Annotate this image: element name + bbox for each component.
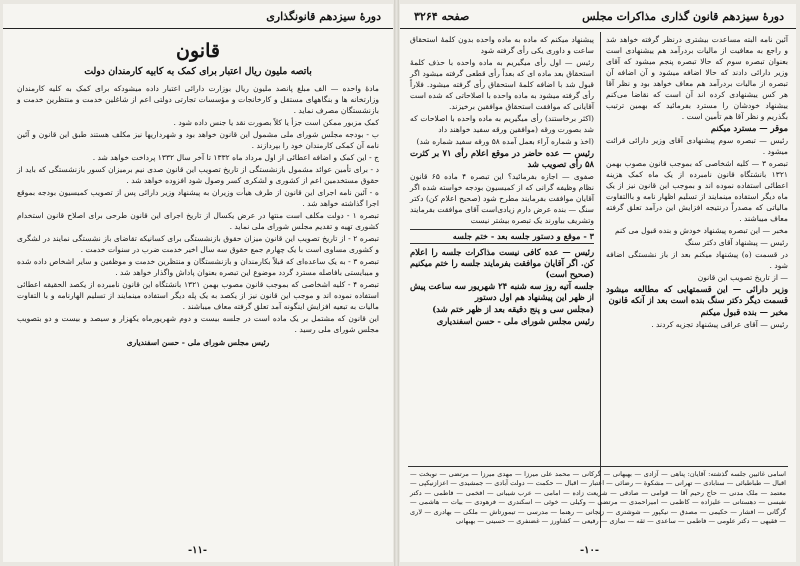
paragraph: جلسه آتیه روز سه شنبه ۲۴ شهریور سه ساعت پیش از ظهر این پیشنهاد هم اول دستور <box>410 281 594 302</box>
paragraph: رئیس — عده حاضر در موقع اعلام رأی ۷۱ بر کثرت ۵۸ رأی تصویب شد <box>410 148 594 169</box>
right-page-number: -۱۰- <box>580 545 600 556</box>
left-page <box>3 4 393 562</box>
law-title: قانون <box>176 40 220 62</box>
paragraph: رئیس مجلس شورای ملی - حسن اسفندیاری <box>436 316 594 326</box>
law-subtitle: باتصه ملیون ریال اعتبار برای کمک به کابیه کارمندان دولت <box>84 66 312 77</box>
paragraph: — از تاریخ تصویب این قانون <box>697 273 788 282</box>
paragraph: صفوی — اجازه بفرمائید؟ این تبصره ۴ ماده ۶۵ قانون نظام وظیفه گرانی که از کمیسیون بودجه خواسته شده اگر آقایان موافقت بفرمایند مطرح شود (صحیح اعلام کن) دکتر سنگ — بنده عرض دارم زیادی‌است آقای موافقت بفرمایند وتشریف بیاورند یک تبصره بیشتر نیست <box>410 172 594 225</box>
minutes-left-paragraphs <box>410 34 594 226</box>
session-closing <box>410 247 594 327</box>
right-header-page: صفحه ۳۲۶۴ <box>414 10 470 23</box>
left-header-session: دورهٔ سیزدهم قانونگذاری <box>266 10 381 23</box>
paragraph: تبصره ۱ - دولت مکلف است منتها در عرض یکسال از تاریخ اجرای این قانون طرحی برای اصلاح قانون استخدام کشوری تهیه و تقدیم مجلس شورای ملی نماید . <box>17 211 379 231</box>
paragraph: این قانون که مشتمل بر یک ماده است در جلسه بیست و دوم شهریورماه یکهزار و سیصد و بیست و دو بتصویب مجلس شورای ملی رسید . <box>17 314 379 334</box>
law-paragraphs <box>17 83 379 335</box>
minutes-right-paragraphs <box>606 34 788 330</box>
paragraph: تبصره ۳ - به یک ساعده‌ای که قبلاً بکارمندان و بازنشستگان و منتظرین خدمت و موظفین و سایر اشخاص داده شده و میبایستی بافاصله مسترد گردد موضوع این تبصره بعنوان پاداش واگذار خواهد شد . <box>17 257 379 277</box>
right-header-title: مذاکرات مجلس <box>582 10 656 23</box>
paragraph: (مجلس سی و پنج دقیقه بعد از ظهر ختم شد) <box>432 304 594 314</box>
minutes-column-left <box>410 34 594 328</box>
right-running-header <box>400 6 796 29</box>
paragraph: (اکثر برخاستند) رأی میگیریم به ماده واحده با اصلاحات که شد بصورت ورقه (موافقین ورقه سفید خواهند داد <box>410 114 594 134</box>
book-gutter <box>394 0 399 566</box>
agenda-heading: ۳ - موقع و دستور جلسه بعد - ختم جلسه <box>410 229 594 244</box>
paragraph: تبصره ۲ - از تاریخ تصویب این قانون میزان حقوق بازنشستگی برای کسانیکه تقاضای باز نشستگی نمایند در لشگری و کشوری مساوی است با یک چهارم جمع حقوق سه سال اخیر خدمت ضرب در سنوات خدمت . <box>17 234 379 254</box>
paragraph: موقر — مسترد میکنم <box>710 123 788 133</box>
paragraph: آئین نامه البته مساعدت بیشتری درنظر گرفته خواهد شد و راجع به معافیت از مالیات بردرآمد هم ییشنهادی است بعنوان تبصره سوم که حالا تبصره پنجم میشود که آقای وزیر دارائی دادند که حالا اضافه میشود و آن اضافه آن تبصره از مالیات بردرآمد هم معاف خواهد بود و نظر آقا هر کس ییشنهادی کرده اند آن است که نقاضا می‌کنم ییشنهاد خودشان را مسترد بفرمائید که بهمین ترتیب بگذریم و نظر آقا هم تأمین است . <box>606 35 788 121</box>
right-header-session: دورهٔ سیزدهم قانون گذاری <box>661 10 784 23</box>
paragraph: رئیس — پیشنهاد آقای دکتر سنگ <box>684 238 788 247</box>
paragraph: د - برای تأمین عوائد مشمول بازنشستگی از تاریخ تصویب این قانون صدی نیم برمیزان کسور بازنشستگی که باید از حقوق مستخدمین اعم از کشوری و لشکری کسر وصول شود افزوده خواهد شد . <box>17 165 379 185</box>
absentee-footnote: اسامی غائبین جلسه گذشته: آقایان: پناهی — آزادی — بهبهانی — گرکانی — محمد علی میرزا — مهدی میرزا — مرتضی — نوبخت — اقبال — طباطبائی — سنابادی — تهرانی — مشکوة — رضائی — اعتبار — اقبال — حکمت — دولت آبادی — جمشیدی — اعزاز‌نیکپی — معتمد — ملک مدنی — حاج رحیم آقا — قوامی — صادقی — شریعت زاده — امامی — عرب شیبانی — افخمی — فاطمی — دکتر نفیسی — دهستانی — علیزاده — کاظمی — امیراحمدی — مرتضی — وکیلی — خوئی — اسکندری — فرهودی — بیات — هاشمی — گرگانی — افشار — حکیمی — مصدق — نیکپور — شوشتری — زنجانی — رهنما — مدرسی — تیمورتاش — ملکی — بهادری — لاری — فقیهی — دکتر علومی — فاطمی — ساعدی — ثقه — نمازی — رفیعی — کشاورز — غضنفری — حسینی — بهبهانی <box>410 470 786 526</box>
left-page-number: -۱۱- <box>188 545 208 556</box>
paragraph: رئیس — آقای عراقی پیشنهاد تجزیه کردند . <box>651 320 788 329</box>
paragraph: وزیر دارائی — این قسمتهایی که مطالعه میشود قسمت دیگر دکتر سنگ بنده است بعد از آنکه قانون <box>606 284 788 305</box>
paragraph: ب - بودجه مجلس شورای ملی مشمول این قانون خواهد بود و شهرداریها نیز مکلف هستند طبق این قانون و آئین نامه آن کمکی کارمندان خود را بپردازند . <box>17 130 379 150</box>
paragraph: رئیس — تبصره سوم پیشنهادی آقای وزیر دارائی قرائت میشود . <box>606 136 788 156</box>
footnote-rule <box>408 466 788 467</box>
paragraph: (اخذ و شماره آراء بعمل آمده ۵۸ ورقه سفید شماره شد) <box>416 137 594 146</box>
paragraph: تبصره ۳ — کلیه اشخاصی که بموجب قانون مصوب بهمن ۱۳۲۱ بانشتگاه قانون نامبرده از یک ماه کمک هزینه اعطائی استفاده نموده اند و بموجب این قانون نیز از یک ماه دیگر استفاده مینمایند از تسلیم اظهار نامه و باالتفاوت مالیاتی که مصدراً درنتیجه افزایش این درآمد تعلق گرفته معاف میباشند . <box>606 159 788 223</box>
left-running-header <box>3 6 393 29</box>
paragraph: کمک مزبور ممکن است جزأ یا کلاً بصورت نقد یا جنس داده شود . <box>173 118 379 127</box>
paragraph: مادهٔ واحده — الف مبلغ پانصد ملیون ریال بوزارت دارائی اعتبار داده میشودکه برای کمک به کلیه کارمندان وزارتخانه ها و بنگاههای مستقل و کارخانجات و مؤسسات تجارتی دولتی اعم از شاغلین خدمت و منتظرین خدمت و بازنشستگان مصرف نماید . <box>17 84 379 115</box>
paragraph: ه - آئین نامه اجرای این قانون از طرف هیأت وزیران به پیشنهاد وزیر دارائی پس از تصویب کمیسیون بودجه بموقع اجرا گذاشته خواهد شد . <box>17 188 379 208</box>
paragraph: مخبر — این تبصره پیشنهاد خودش و بنده قبول می کنم <box>614 226 788 235</box>
column-divider <box>600 32 601 528</box>
paragraph: مخبر — بنده قبول میکنم <box>700 307 788 317</box>
paragraph: رئیس — عده کافی نیست مذاکرات جلسه را اعلام کن. اگر آقایان موافقت بفرمایند جلسه را ختم میکنیم (صحیح است) <box>410 247 594 279</box>
paragraph: در قسمت (ه) پیشنهاد میکنم بعد از باز نشستگی اضافه شود . <box>606 250 788 270</box>
paragraph: رئیس — اول رأی میگیریم به ماده واحده با حذف کلمهٔ استحقاق بعد ماده ای که بعداً رأی قطعی گرفته میشود اگر قبول شد با اضافه کلمهٔ استحقاق رأی گرفته میشود. فلاراً رأی گرفته میشود به ماده واحده با اصلاحاتی که شده است آقایانی که موافقت استحقاق موافقین برخیزند. <box>410 58 594 111</box>
paragraph: ج - این کمک و اضافه اعطائی از اول مرداد ماه ۱۳۳۲ تا آخر سال ۱۳۳۲ پرداخت خواهد شد . <box>92 153 379 162</box>
law-signature: رئیس مجلس شورای ملی - حسن اسفندیاری <box>126 338 270 347</box>
paragraph: پیشنهاد میکنم که ماده به ماده واحده بدون کلمهٔ استحقاق ساعت و داوری یکی رأی گرفته شود <box>410 35 594 55</box>
law-body <box>17 34 379 348</box>
paragraph: تبصره ۴ - کلیه اشخاصی که بموجب قانون مصوب بهمن ۱۳۲۱ بانشتگاه این قانون نامبرده از یکصد الحقیقه اعطائی استفاده نموده اند و موجب این قانون نیز از یکصد به یک پله دیگر استفاده مینمایند از تسلیم الهارنامه و با التفاوت ماليات به تبعیه افزایش اینگونه آمد تعلق گرفته معاف میباشند . <box>17 280 380 311</box>
right-page <box>400 4 796 562</box>
minutes-column-right <box>606 34 788 331</box>
